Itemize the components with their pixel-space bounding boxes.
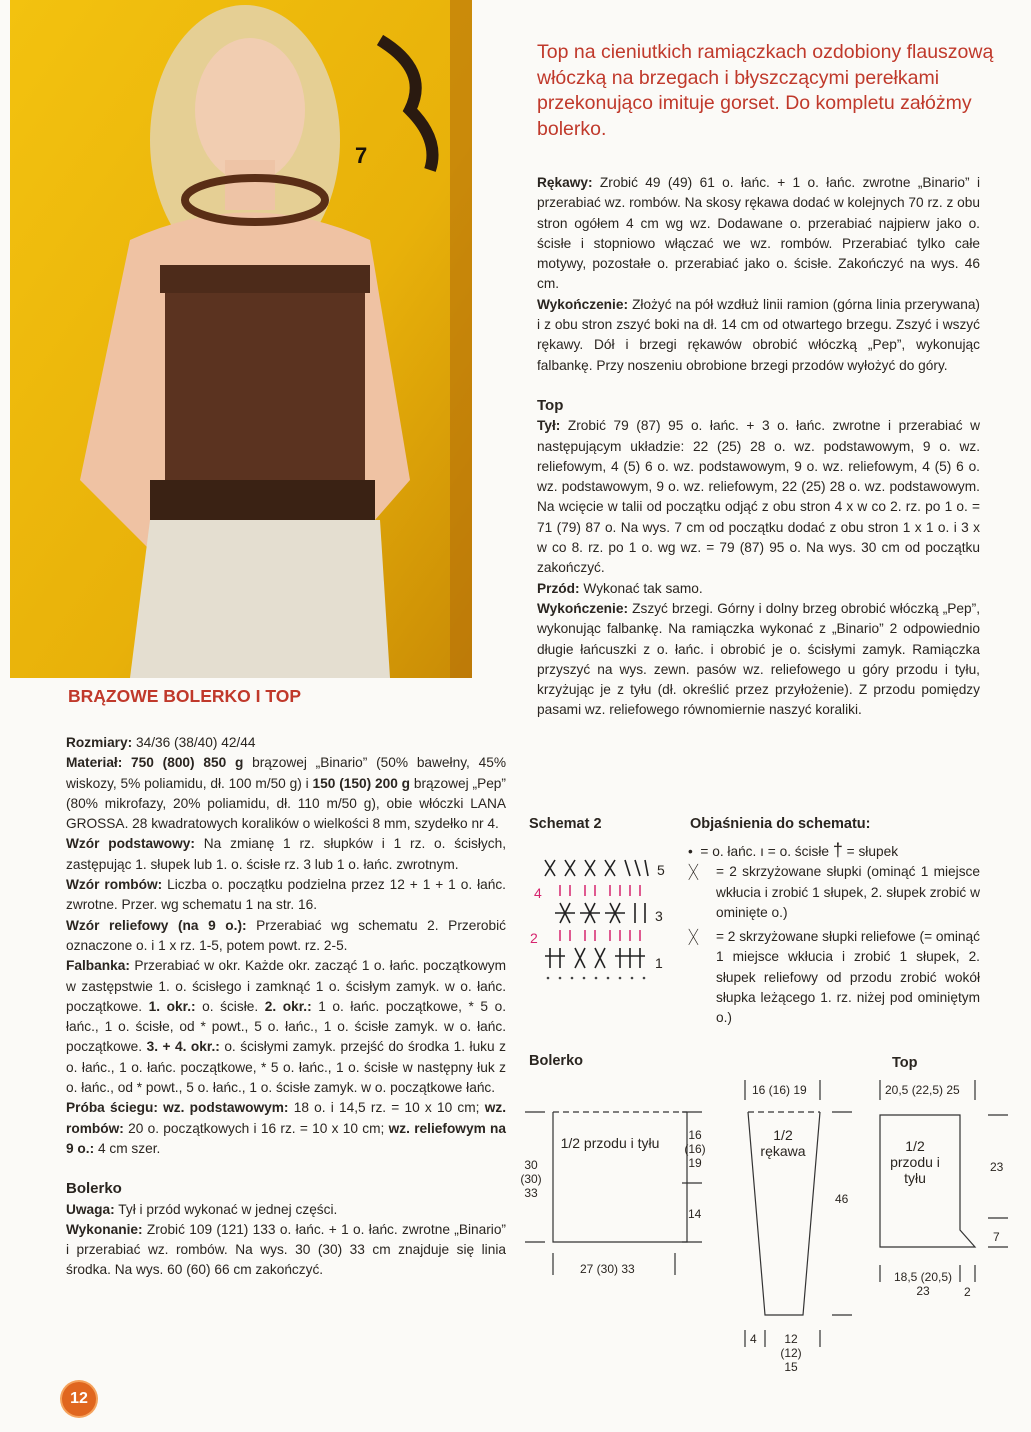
dot-icon: • bbox=[688, 844, 693, 859]
top-bottom-right: 2 bbox=[964, 1285, 971, 1299]
sleeve-height: 46 bbox=[835, 1192, 849, 1206]
material-text-2: brązowej „Pep” (80% mikrofazy, 20% poliamidu, dł. 110 m/50 g), obie włóczki LANA GROSSA. 28 kwadratowych koralików o wielkości 8 mm, szydełko nr 4. bbox=[66, 775, 506, 832]
wykonczenie-top-label: Wykończenie: bbox=[537, 600, 629, 616]
legend-crossed: = 2 skrzyżowane słupki (ominąć 1 miejsce wkłucia i zrobić 1 słupek, 2. słupek zrobić w ominięte o.) bbox=[716, 864, 980, 920]
legend-single: = o. ścisłe bbox=[767, 844, 830, 859]
tyl-text: Zrobić 79 (87) 95 o. łańc. + 3 o. łańc. zwrotne i przerabiać w następującym układzie: 22 (25) 28 o. wz. podstawowym, 9 o. wz. reliefowym, 4 (5) 6 o. wz. podstawowym, 9 o. wz. reliefowym, 4 (5) 6 o. wz. podstawowym, 9 o. wz. reliefowym, 22 (25) 28 o. wz. podstawowym. Na wcięcie w talii od początku odjąć z obu stron 4 x w co 2. rz. po 1 o. = 71 (79) 87 o. Na wys. 7 cm od początku dodać z obu stron 1 x 1 o. i 3 x w co 8. rz. po 1 o. wg wz. = 79 (87) 95 o. Na wys. 30 cm od początku zakończyć. bbox=[537, 418, 980, 576]
legend-chain: = o. łańc. bbox=[700, 844, 757, 859]
sleeve-bottom-left: 4 bbox=[750, 1332, 757, 1346]
model-photo bbox=[10, 0, 472, 678]
falbanka-label: Falbanka: bbox=[66, 958, 130, 974]
bolerko-piece-label: 1/2 przodu i tyłu bbox=[560, 1135, 660, 1151]
bolerko-right-bottom: 14 bbox=[688, 1207, 702, 1221]
proba-text-1: 18 o. i 14,5 rz. = 10 x 10 cm; bbox=[293, 1100, 480, 1116]
wykonczenie-top-text: Zszyć brzegi. Górny i dolny brzeg obrobić włóczką „Pep”, wykonując falbankę. Na ramiączka wykonać z „Binario” 2 odpowiednio długie łańcuszki z o. łańc. i obrobić je o. ścisłymi zamyk. Ramiączka przyszyć na wys. zewn. pasów wz. reliefowego u góry przodu i tyłu, krzyżując je z tyłu (dł. określić przez przyłożenie). Z przodu pomiędzy pasami wz. reliefowego równomiernie naszyć koraliki. bbox=[537, 600, 980, 718]
headline: Top na cieniutkich ramiączkach ozdobiony flauszową włóczką na brzegach i błyszczącymi perełkami przekonująco imituje gorset. Do kompletu załóżmy bolerko. bbox=[537, 41, 994, 140]
chart-row-3: 3 bbox=[655, 908, 663, 924]
top-diagram-title: Top bbox=[892, 1055, 918, 1071]
top-width-bottom: 18,5 (20,5) 23 bbox=[893, 1270, 953, 1298]
page-number: 12 bbox=[62, 1382, 96, 1416]
material-text: brązowej „Binario” (50% bawełny, 45% wiskozy, 5% poliamidu, dł. 100 m/50 g) i bbox=[66, 755, 506, 791]
sleeve-label: 1/2 rękawa bbox=[760, 1127, 806, 1159]
okr34-label: 3. + 4. okr.: bbox=[146, 1039, 220, 1055]
wykonanie-text: Zrobić 109 (121) 133 o. łańc. + 1 o. łańc. zwrotne „Binario” i przerabiać wz. rombów. Na wys. 30 (30) 33 cm znajduje się linia środka. Na wys. 60 (60) 66 cm zakończyć. bbox=[66, 1221, 506, 1278]
article-title: BRĄZOWE BOLERKO I TOP bbox=[68, 686, 302, 706]
sleeve-top: 16 (16) 19 bbox=[752, 1083, 807, 1097]
wykonanie-label: Wykonanie: bbox=[66, 1221, 143, 1237]
top-height-2: 7 bbox=[993, 1230, 1000, 1244]
legend-relief: = 2 skrzyżowane słupki reliefowe (= ominąć 1 miejsce wkłucia i zrobić 1 słupek, 2. słupek reliefowy od przodu zrobić wokół słupka leżącego 1. rz. niżej pod ominiętym o.) bbox=[716, 929, 980, 1026]
chart-row-4: 4 bbox=[534, 885, 542, 901]
okr1-text: o. ścisłe. bbox=[202, 998, 259, 1014]
model-illustration bbox=[10, 0, 472, 678]
sleeve-bottom: 12 (12) 15 bbox=[780, 1332, 802, 1374]
przod-text: Wykonać tak samo. bbox=[583, 580, 703, 596]
left-column bbox=[66, 733, 506, 1281]
top-piece-label: 1/2 przodu i tyłu bbox=[890, 1138, 940, 1186]
tyl-label: Tył: bbox=[537, 418, 561, 434]
wzor-podstawowy-label: Wzór podstawowy: bbox=[66, 836, 195, 852]
rozmiary-text: 34/36 (38/40) 42/44 bbox=[135, 735, 256, 750]
wykonczenie-text: Złożyć na pół wzdłuż linii ramion (górna linia przerywana) i z obu stron zszyć boki na dł. 14 cm od otwartego brzegu. Zszyć i wszyć rękawy. Dół i brzegi rękawów obrobić włóczką „Pep”, wykonując falbankę. Przy noszeniu obrobione brzegi przodów wyłożyć do góry. bbox=[537, 296, 980, 373]
chart-row-2: 2 bbox=[530, 930, 538, 946]
bar-icon: ı bbox=[760, 844, 764, 859]
falbanka-text: Przerabiać w okr. Każde okr. zacząć 1 o. łańc. początkowym w zastępstwie 1. o. ścisłego i zamknąć 1 o. ścisłym zamyk. w o. łańc. początkowe. bbox=[66, 958, 507, 1014]
top-width-top: 20,5 (22,5) 25 bbox=[885, 1083, 960, 1097]
proba-bold-2: wz. rombów: bbox=[66, 1100, 506, 1136]
chart-row-5: 5 bbox=[657, 862, 665, 878]
uwaga-label: Uwaga: bbox=[66, 1201, 115, 1217]
wzor-reliefowy-text: Przerabiać wg schematu 2. Przerobić oznaczone o. i 1 x rz. 1-5, potem powt. rz. 2-5. bbox=[66, 917, 506, 953]
bolerko-width: 27 (30) 33 bbox=[580, 1262, 635, 1276]
legend bbox=[688, 840, 980, 1029]
chart-row-1: 1 bbox=[655, 955, 663, 971]
proba-text-3: 4 cm szer. bbox=[97, 1140, 161, 1156]
bolerko-diagram-title: Bolerko bbox=[529, 1053, 583, 1069]
right-column bbox=[537, 173, 980, 721]
wzor-rombow-text: Liczba o. początku podzielna przez 12 + 1 + 1 o. łańc. zwrotne. Przer. wg schematu 1 na str. 16. bbox=[66, 877, 506, 913]
bolerko-title: Bolerko bbox=[66, 1180, 122, 1198]
uwaga-text: Tył i przód wykonać w jednej części. bbox=[118, 1201, 338, 1217]
bolerko-right-top: 16 (16) 19 bbox=[684, 1128, 706, 1170]
okr2-label: 2. okr.: bbox=[264, 998, 312, 1014]
przod-label: Przód: bbox=[537, 580, 580, 596]
crossed-stitch-icon: ᚷ bbox=[688, 862, 699, 883]
proba-label: Próba ściegu: wz. podstawowym: bbox=[66, 1100, 289, 1116]
schemat-title: Schemat 2 bbox=[529, 816, 602, 832]
legend-title: Objaśnienia do schematu: bbox=[690, 816, 871, 832]
material-label: Materiał: 750 (800) 850 g bbox=[66, 755, 244, 771]
wykonczenie-label: Wykończenie: bbox=[537, 296, 629, 312]
rekawy-text: Zrobić 49 (49) 61 o. łańc. + 1 o. łańc. zwrotne „Binario” i przerabiać wz. rombów. Na skosy rękawa dodać w kolejnych 70 rz. z obu stron ogółem 4 cm wg wz. Dodawane o. przerabiać najpierw jako o. ścisłe i stopniowo włączać we wz. rombów. Przerabiać tylko całe motywy, pozostałe o. przerabiać jako o. ścisłe. Zakończyć na wys. 46 cm. bbox=[537, 175, 980, 292]
legend-treble: = słupek bbox=[846, 844, 899, 859]
okr1-label: 1. okr.: bbox=[148, 998, 196, 1014]
material-bold: 150 (150) 200 g bbox=[312, 775, 411, 791]
wzor-podstawowy-text: Na zmianę 1 rz. słupków i 1 rz. o. ścisłych, zastępując 1. słupek lub 1. o. ścisłe rz. 3 lub 1 o. łańc. zwrotnym. bbox=[66, 836, 507, 872]
treble-icon: † bbox=[832, 840, 843, 860]
wzor-rombow-label: Wzór rombów: bbox=[66, 877, 163, 893]
rozmiary-label: Rozmiary: bbox=[66, 735, 133, 750]
photo-number: 7 bbox=[355, 143, 368, 168]
okr2-text: 1 o. łańc. początkowe, * 5 o. łańc., 1 o. ścisłe, od * powt., 5 o. łańc., 1 o. ścisłe zamyk. w o. łańc. początkowe. bbox=[66, 998, 506, 1055]
bolerko-height: 30 (30) 33 bbox=[520, 1158, 542, 1200]
wzor-reliefowy-label: Wzór reliefowy (na 9 o.): bbox=[66, 917, 247, 933]
relief-stitch-icon: ᚷ bbox=[688, 927, 699, 948]
top-height-1: 23 bbox=[990, 1160, 1004, 1174]
rekawy-label: Rękawy: bbox=[537, 175, 593, 190]
okr34-text: o. ścisłymi zamyk. przejść do środka 1. łuku z o. łańc., 1 o. łańc. początkowe, * 5 o. łańc., 1 o. ścisłe w następny łuk z o. łańc., od * powt., 5 o. łańc., 1 o. ścisłe zamyk. w o. początkowe łańc. bbox=[66, 1039, 506, 1096]
top-title: Top bbox=[537, 396, 564, 414]
proba-bold-3: wz. reliefowym na 9 o.: bbox=[66, 1120, 506, 1156]
schematic-diagrams bbox=[520, 1075, 1010, 1375]
proba-text-2: 20 o. początkowych i 16 rz. = 10 x 10 cm; bbox=[128, 1120, 385, 1136]
